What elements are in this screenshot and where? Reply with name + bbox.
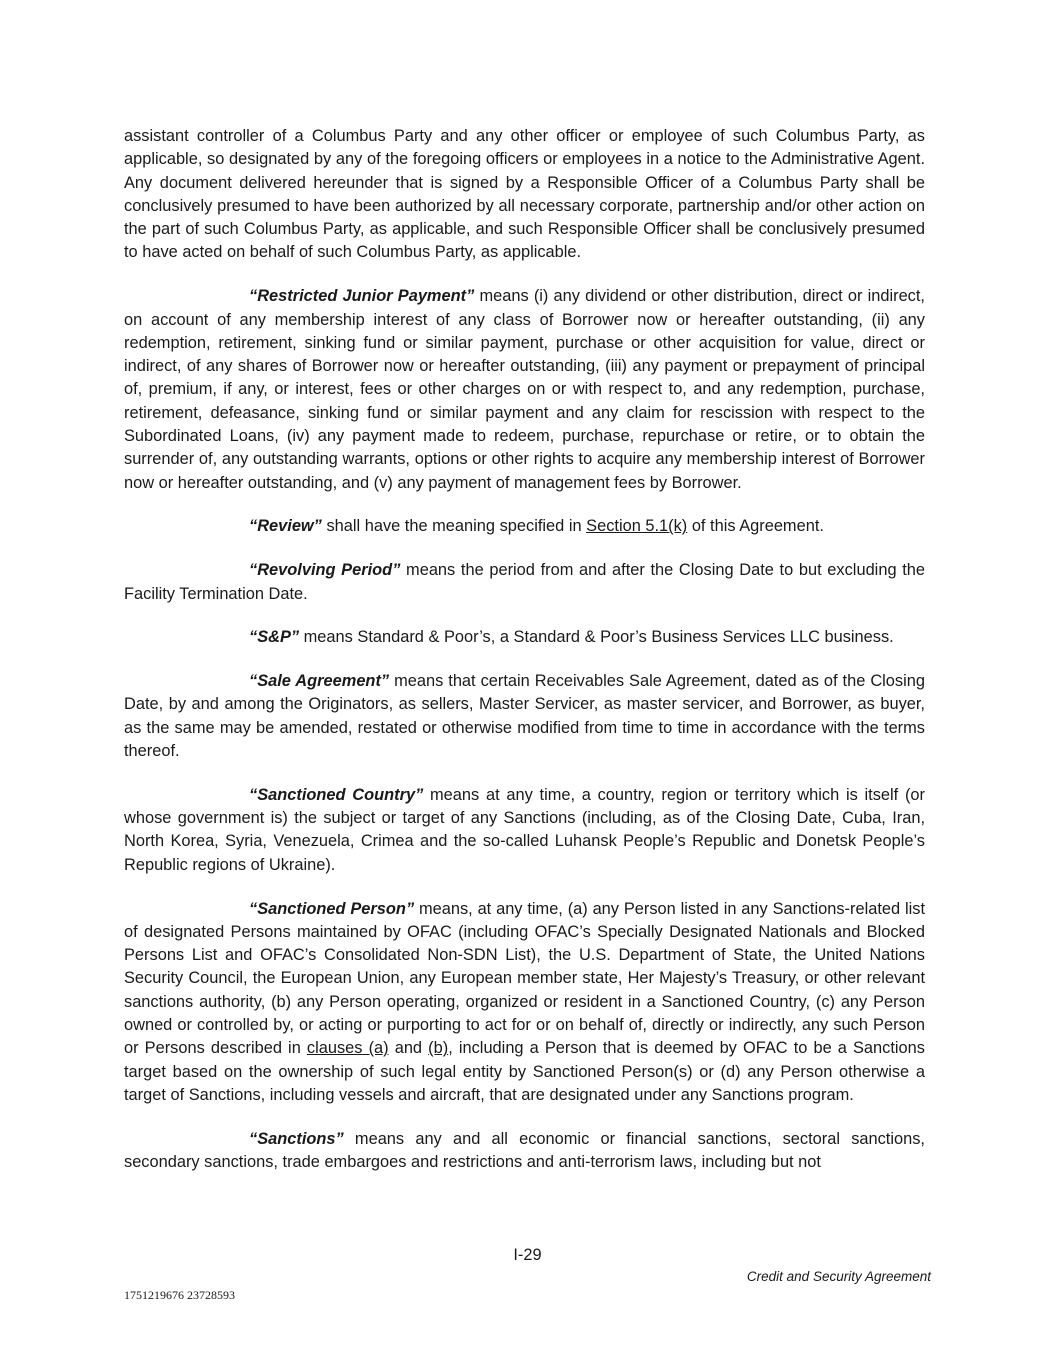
definition-text: of this Agreement. bbox=[687, 517, 824, 536]
definition-restricted-junior-payment bbox=[124, 285, 925, 495]
defined-term: “S&P” bbox=[249, 628, 300, 647]
clause-reference: clauses (a) bbox=[306, 1039, 389, 1058]
definition-text: means Standard & Poor’s, a Standard & Poor’s Business Services LLC business. bbox=[299, 628, 894, 647]
definition-text: shall have the meaning specified in bbox=[321, 517, 587, 536]
defined-term: “Sanctioned Person” bbox=[249, 899, 415, 918]
definition-text: means any and all economic or financial sanctions, sectoral sanctions, secondary sanctions, trade embargoes and restrictions and anti-terrorism laws, including but not bbox=[124, 1129, 925, 1171]
definition-text: means at any time, a country, region or territory which is itself (or whose government is) the subject or target of any Sanctions (including, as of the Closing Date, Cuba, Iran, North Korea, Syria, Venezuela, Crimea and the so-called Luhansk People’s Republic and Donetsk People’s Republic regions of Ukraine). bbox=[124, 785, 925, 874]
defined-term: “Review” bbox=[249, 517, 322, 536]
defined-term: “Sale Agreement” bbox=[249, 672, 390, 691]
section-reference: Section 5.1(k) bbox=[586, 517, 688, 536]
paragraph-responsible-officer-continued bbox=[124, 125, 925, 265]
defined-term: “Sanctions” bbox=[249, 1129, 344, 1148]
defined-term: “Sanctioned Country” bbox=[249, 785, 424, 804]
document-body bbox=[124, 125, 925, 1195]
footer-document-id: 1751219676 23728593 bbox=[124, 1288, 235, 1302]
definition-text: means that certain Receivables Sale Agreement, dated as of the Closing Date, by and among the Originators, as sellers, Master Servicer, as master servicer, and Borrower, as buyer, as the same may be amended, restated or otherwise modified from time to time in accordance with the terms thereof. bbox=[124, 672, 925, 761]
definition-sale-agreement bbox=[124, 670, 925, 763]
defined-term: “Revolving Period” bbox=[249, 561, 401, 580]
definition-sanctioned-country bbox=[124, 784, 925, 877]
definition-text: means (i) any dividend or other distribution, direct or indirect, on account of any membership interest of any class of Borrower now or hereafter outstanding, (ii) any redemption, retirement, sinking fund or similar payment, purchase or other acquisition for value, direct or indirect, of any shares of Borrower now or hereafter outstanding, (iii) any payment or prepayment of principal of, premium, if any, or interest, fees or other charges on or with respect to, and any redemption, purchase, retirement, defeasance, sinking fund or similar payment and any claim for rescission with respect to the Subordinated Loans, (iv) any payment made to redeem, purchase, repurchase or retire, or to obtain the surrender of, any outstanding warrants, options or other rights to acquire any membership interest of Borrower now or hereafter outstanding, and (v) any payment of management fees by Borrower. bbox=[124, 287, 925, 492]
footer-document-title: Credit and Security Agreement bbox=[746, 1269, 931, 1284]
clause-reference: (b) bbox=[428, 1039, 449, 1058]
definition-text: and bbox=[388, 1039, 429, 1058]
paragraph-text: assistant controller of a Columbus Party and any other officer or employee of such Columbus Party, as applicable, so designated by any of the foregoing officers or employees in a notice to the Administrative Agent. Any document delivered hereunder that is signed by a Responsible Officer of a Columbus Party shall be conclusively presumed to have been authorized by all necessary corporate, partnership and/or other action on the part of such Columbus Party, as applicable, and such Responsible Officer shall be conclusively presumed to have acted on behalf of such Columbus Party, as applicable. bbox=[124, 127, 925, 262]
page-number: I-29 bbox=[513, 1246, 542, 1264]
definition-revolving-period bbox=[124, 559, 925, 606]
definition-sanctioned-person bbox=[124, 898, 925, 1108]
definition-sanctions bbox=[124, 1128, 925, 1175]
definition-text: means, at any time, (a) any Person listed in any Sanctions-related list of designated Persons maintained by OFAC (including OFAC’s Specially Designated Nationals and Blocked Persons List and OFAC’s Consolidated Non-SDN List), the U.S. Department of State, the United Nations Security Council, the European Union, any European member state, Her Majesty’s Treasury, or other relevant sanctions authority, (b) any Person operating, organized or resident in a Sanctioned Country, (c) any Person owned or controlled by, or acting or purporting to act for or on behalf of, directly or indirectly, any such Person or Persons described in bbox=[124, 899, 925, 1058]
definition-review bbox=[124, 515, 925, 538]
definition-text: , including a Person that is deemed by OFAC to be a Sanctions target based on the ownership of such legal entity by Sanctioned Person(s) or (d) any Person otherwise a target of Sanctions, including vessels and aircraft, that are designated under any Sanctions program. bbox=[124, 1039, 925, 1104]
definition-text: means the period from and after the Closing Date to but excluding the Facility Termination Date. bbox=[124, 561, 925, 603]
defined-term: “Restricted Junior Payment” bbox=[249, 287, 475, 306]
definition-sp bbox=[124, 626, 925, 649]
